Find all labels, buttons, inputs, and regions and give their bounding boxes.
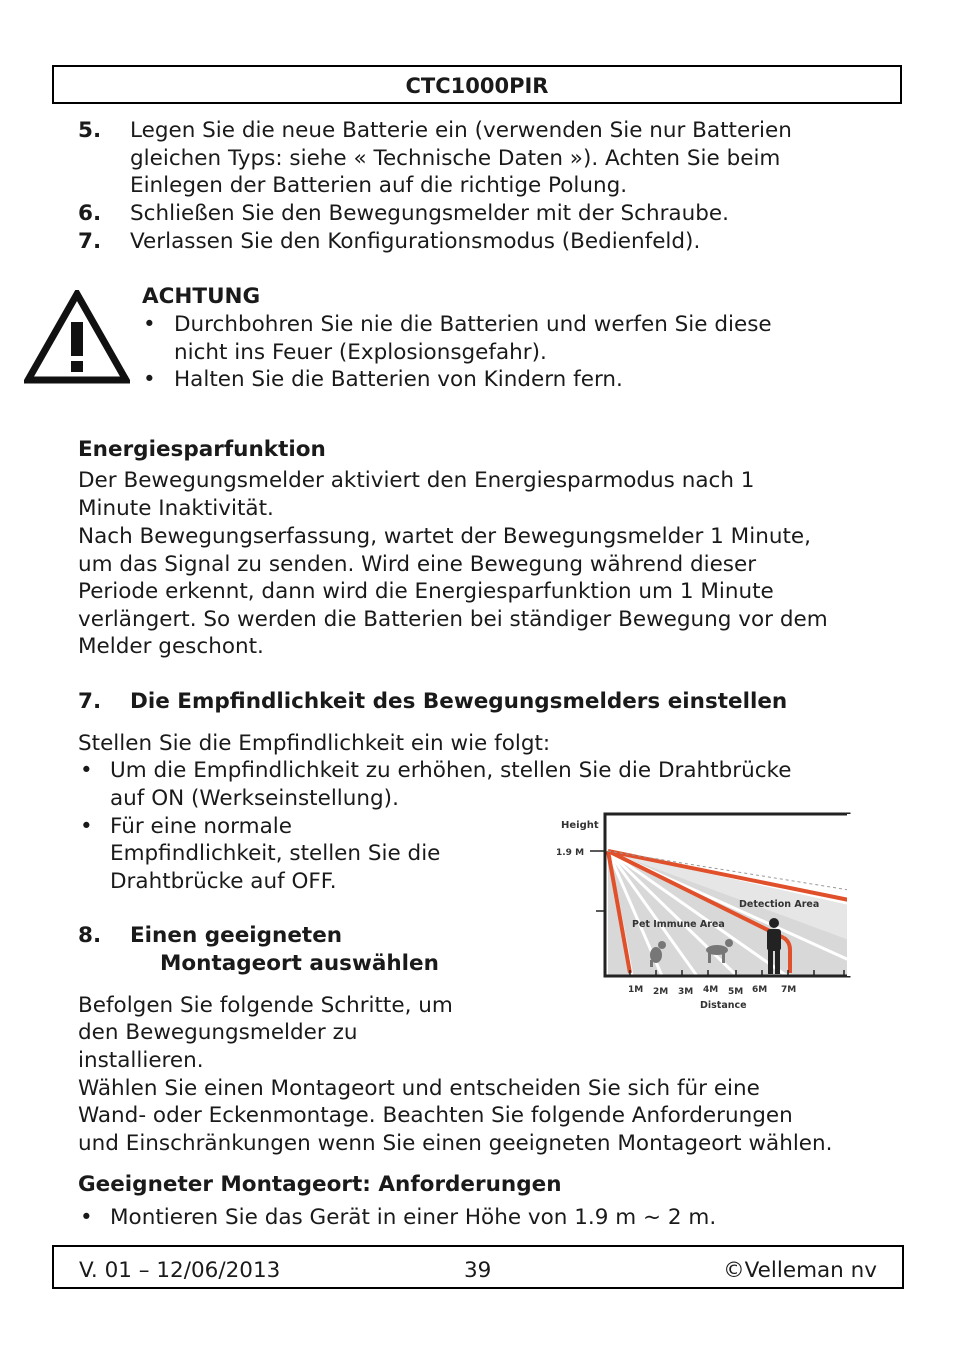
section-number: 8. [78, 923, 102, 948]
paragraph-line: Nach Bewegungserfassung, wartet der Bewegungsmelder 1 Minute, [78, 524, 811, 549]
warning-bullet-line: Halten Sie die Batterien von Kindern fern. [174, 367, 623, 392]
document-title: CTC1000PIR [405, 74, 549, 98]
height-label: Height [561, 820, 599, 831]
warning-triangle-icon [24, 290, 130, 384]
bullet-line: Empfindlichkeit, stellen Sie die [110, 841, 441, 866]
distance-tick-label: 6M [752, 985, 768, 995]
distance-tick-label: 3M [678, 987, 694, 997]
pet-immune-area-label: Pet Immune Area [632, 919, 725, 930]
bullet-line: Montieren Sie das Gerät in einer Höhe von 1.9 m ~ 2 m. [110, 1205, 717, 1230]
bullet-line: Drahtbrücke auf OFF. [110, 869, 337, 894]
paragraph-line: Periode erkennt, dann wird die Energiesparfunktion um 1 Minute [78, 579, 774, 604]
distance-tick-label: 2M [653, 987, 669, 997]
step-number: 6. [78, 201, 102, 226]
bullet-line: Um die Empfindlichkeit zu erhöhen, stellen Sie die Drahtbrücke [110, 758, 792, 783]
paragraph-line: installieren. [78, 1048, 204, 1073]
bullet-icon [80, 757, 93, 785]
document-header [52, 65, 902, 104]
step-text-line: Schließen Sie den Bewegungsmelder mit der Schraube. [130, 201, 729, 226]
height-value: 1.9 M [556, 848, 585, 858]
page-number: 39 [464, 1258, 492, 1283]
paragraph-line: Wählen Sie einen Montageort und entscheiden Sie sich für eine [78, 1076, 760, 1101]
bullet-line: auf ON (Werkseinstellung). [110, 786, 399, 811]
detection-area-diagram [552, 810, 852, 1015]
detection-area-label: Detection Area [739, 899, 820, 910]
section-heading: Geeigneter Montageort: Anforderungen [78, 1172, 562, 1197]
distance-tick-label: 4M [703, 985, 719, 995]
distance-tick-label: 7M [781, 985, 797, 995]
section-title-line: Einen geeigneten [130, 923, 343, 948]
version-text: V. 01 – 12/06/2013 [79, 1258, 281, 1283]
distance-axis-label: Distance [700, 1000, 747, 1011]
step-number: 7. [78, 229, 102, 254]
section-title-line: Montageort auswählen [160, 951, 439, 976]
bullet-line: Für eine normale [110, 814, 292, 839]
bullet-icon [80, 1204, 93, 1232]
distance-tick-label: 1M [628, 985, 644, 995]
step-number: 5. [78, 118, 102, 143]
paragraph-line: Stellen Sie die Empfindlichkeit ein wie folgt: [78, 731, 551, 756]
paragraph-line: Melder geschont. [78, 634, 264, 659]
section-heading: Energiesparfunktion [78, 437, 326, 462]
paragraph-line: Befolgen Sie folgende Schritte, um [78, 993, 453, 1018]
warning-bullet-line: Durchbohren Sie nie die Batterien und werfen Sie diese [174, 312, 772, 337]
paragraph-line: Minute Inaktivität. [78, 496, 274, 521]
step-text-line: Einlegen der Batterien auf die richtige Polung. [130, 173, 628, 198]
paragraph-line: verlängert. So werden die Batterien bei ständiger Bewegung vor dem [78, 607, 828, 632]
document-footer [52, 1245, 904, 1289]
copyright-text: ©Velleman nv [723, 1258, 877, 1283]
step-text-line: Legen Sie die neue Batterie ein (verwenden Sie nur Batterien [130, 118, 792, 143]
paragraph-line: den Bewegungsmelder zu [78, 1020, 358, 1045]
bullet-icon [80, 813, 93, 841]
warning-title: ACHTUNG [142, 284, 261, 309]
distance-tick-label: 5M [728, 987, 744, 997]
section-title: Die Empfindlichkeit des Bewegungsmelders einstellen [130, 689, 788, 714]
paragraph-line: Der Bewegungsmelder aktiviert den Energiesparmodus nach 1 [78, 468, 755, 493]
section-number: 7. [78, 689, 102, 714]
paragraph-line: Wand- oder Eckenmontage. Beachten Sie folgende Anforderungen [78, 1103, 793, 1128]
bullet-icon [143, 311, 156, 339]
paragraph-line: und Einschränkungen wenn Sie einen geeigneten Montageort wählen. [78, 1131, 833, 1156]
warning-bullet-line: nicht ins Feuer (Explosionsgefahr). [174, 340, 547, 365]
step-text-line: Verlassen Sie den Konfigurationsmodus (Bedienfeld). [130, 229, 701, 254]
step-text-line: gleichen Typs: siehe « Technische Daten »). Achten Sie beim [130, 146, 781, 171]
bullet-icon [143, 366, 156, 394]
paragraph-line: um das Signal zu senden. Wird eine Bewegung während dieser [78, 552, 757, 577]
